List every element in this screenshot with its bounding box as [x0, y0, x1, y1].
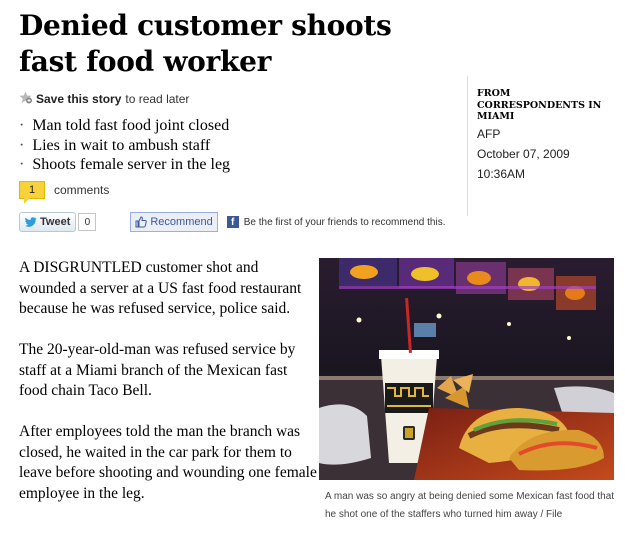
- agency: AFP: [477, 126, 501, 141]
- recommend-label: Recommend: [150, 216, 213, 228]
- tweet-button[interactable]: [19, 212, 76, 232]
- facebook-note-text: Be the first of your friends to recommend this.: [243, 216, 446, 228]
- save-story[interactable]: [19, 91, 189, 107]
- comment-count-badge[interactable]: 1: [19, 181, 45, 199]
- byline: FROM CORRESPONDENTS IN MIAMI: [477, 88, 602, 122]
- bullet-item: · Shoots female server in the leg: [19, 155, 230, 175]
- save-star-icon: [19, 91, 32, 107]
- twitter-bird-icon: [25, 217, 37, 227]
- paragraph: The 20-year-old-man was refused service by staff at a Miami branch of the Mexican fast food chain Taco Bell.: [19, 341, 296, 399]
- article-body: [19, 258, 317, 525]
- article-photo: [319, 258, 614, 480]
- social-bar: [19, 212, 445, 232]
- summary-bullets: [19, 116, 230, 175]
- save-story-suffix: to read later: [125, 92, 190, 106]
- facebook-note: [227, 216, 446, 228]
- thumbs-up-icon: [135, 216, 147, 228]
- bullet-item: · Man told fast food joint closed: [19, 116, 230, 136]
- article-meta-sidebar: [467, 76, 617, 216]
- headline: Denied customer shoots fast food worker: [19, 9, 392, 78]
- publish-date: October 07, 2009: [477, 146, 570, 161]
- photo-caption: A man was so angry at being denied some Mexican fast food that he shot one of the staffers who turned him away / File: [325, 491, 615, 520]
- comments-link[interactable]: [19, 181, 109, 199]
- facebook-icon: f: [227, 216, 239, 228]
- tweet-count: 0: [78, 213, 96, 231]
- paragraph: After employees told the man the branch was closed, he waited in the car park for them to leave before shooting and wounding one female employee in the leg.: [19, 423, 317, 502]
- tweet-label: Tweet: [40, 216, 71, 228]
- bullet-item: · Lies in wait to ambush staff: [19, 136, 230, 156]
- save-story-link[interactable]: Save this story: [36, 92, 122, 106]
- paragraph: A DISGRUNTLED customer shot and wounded a server at a US fast food restaurant because he was refused service, police said.: [19, 259, 302, 317]
- comments-label[interactable]: comments: [54, 183, 110, 197]
- recommend-button[interactable]: [130, 212, 217, 232]
- photo-illustration: [319, 258, 614, 480]
- publish-time: 10:36AM: [477, 166, 526, 181]
